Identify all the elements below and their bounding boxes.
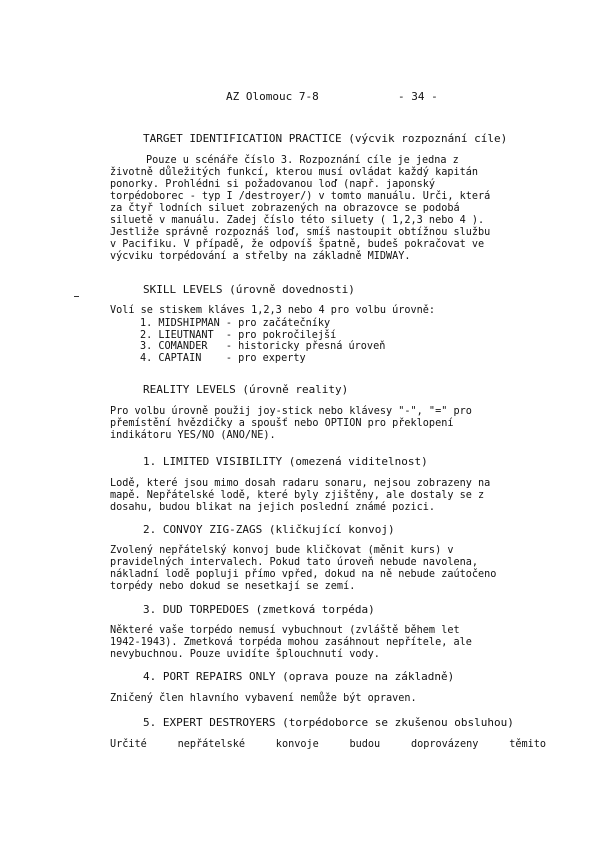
paragraph-line: mapě. Nepřátelské lodě, které byly zjištěny, ale dostaly se z (110, 490, 485, 501)
section-heading-expert-destroyers: 5. EXPERT DESTROYERS (torpédoborce se zkušenou obsluhou) (143, 716, 514, 729)
paragraph-line: v Pacifiku. V případě, že odpovíš špatně, budeš pokračovat ve (110, 239, 485, 250)
section-heading-convoy-zig-zags: 2. CONVOY ZIG-ZAGS (kličkující konvoj) (143, 523, 395, 536)
section-heading-dud-torpedoes: 3. DUD TORPEDOES (zmetková torpéda) (143, 603, 375, 616)
paragraph-line: ponorky. Prohlédni si požadovanou loď (např. japonský (110, 179, 436, 190)
paragraph-expert-destroyers (110, 739, 546, 751)
paragraph-line: Zvolený nepřátelský konvoj bude kličkovat (měnit kurs) v (110, 545, 454, 556)
section-heading-port-repairs-only: 4. PORT REPAIRS ONLY (oprava pouze na základně) (143, 670, 455, 683)
section-heading-reality-levels: REALITY LEVELS (úrovně reality) (143, 383, 349, 396)
paragraph-line: nákladní lodě popluji přímo vpřed, dokud na ně nebude zaútočeno (110, 569, 497, 580)
paragraph-limited-visibility (110, 478, 546, 514)
paragraph-line: za čtyř lodních siluet zobrazených na obrazovce se podobá (110, 203, 460, 214)
section-heading-limited-visibility: 1. LIMITED VISIBILITY (omezená viditelnost) (143, 455, 428, 468)
paragraph-line: siluetě v manuálu. Zadej číslo této siluety ( 1,2,3 nebo 4 ). (110, 215, 485, 226)
paragraph-dud-torpedoes (110, 625, 546, 661)
paragraph-line: Zničený člen hlavního vybavení nemůže být opraven. (110, 693, 417, 704)
paragraph-line: výcviku torpédování a střelby na základně MIDWAY. (110, 251, 411, 262)
list-item: 1. MIDSHIPMAN - pro začátečníky (140, 318, 331, 329)
paragraph-line: Pro volbu úrovně použij joy-stick nebo klávesy "-", "=" pro (110, 406, 472, 417)
skill-levels-list (140, 318, 385, 364)
section-heading-target-identification: TARGET IDENTIFICATION PRACTICE (výcvik rozpoznání cíle) (143, 132, 508, 145)
paragraph-convoy-zig-zags (110, 545, 546, 593)
list-item: 2. LIEUTNANT - pro pokročilejší (140, 329, 337, 341)
header-title: AZ Olomouc 7-8 (226, 90, 319, 103)
paragraph-line: torpédoborec - typ I /destroyer/) v tomto manuálu. Urči, která (110, 191, 491, 202)
paragraph-line: Jestliže správně rozpoznáš loď, smíš nastoupit obtížnou službu (110, 227, 491, 238)
page-number: - 34 - (398, 90, 438, 103)
paragraph-line: Některé vaše torpédo nemusí vybuchnout (zvláště během let (110, 625, 460, 636)
skill-levels-intro (110, 305, 546, 317)
paragraph-line: přemístění hvězdičky a spoušť nebo OPTION pro překlopení (110, 418, 454, 429)
paragraph-line: 1942-1943). Zmetková torpéda mohou zasáhnout nepřítele, ale (110, 637, 472, 648)
paragraph-line: Lodě, které jsou mimo dosah radaru sonaru, nejsou zobrazeny na (110, 478, 491, 489)
paragraph-line: pravidelných intervalech. Pokud tato úroveň nebude navolena, (110, 557, 479, 568)
paragraph-line: Určité nepřátelské konvoje budou doprovázeny těmito (110, 739, 546, 750)
paragraph-port-repairs-only (110, 693, 546, 705)
paragraph-line: Pouze u scénáře číslo 3. Rozpoznání cíle je jedna z (146, 155, 459, 166)
list-item: 4. CAPTAIN - pro experty (140, 352, 306, 364)
paragraph-line: indikátoru YES/NO (ANO/NE). (110, 430, 276, 441)
paragraph-target-identification (110, 155, 546, 263)
paragraph-reality-levels (110, 406, 546, 442)
section-heading-skill-levels: SKILL LEVELS (úrovně dovednosti) (143, 283, 355, 296)
paragraph-line: torpédy nebo dokud se nesetkají se zemí. (110, 581, 356, 592)
paragraph-line: Volí se stiskem kláves 1,2,3 nebo 4 pro volbu úrovně: (110, 305, 436, 316)
paragraph-line: životně důležitých funkcí, kterou musí ovládat každý kapitán (110, 167, 479, 178)
margin-mark (74, 296, 79, 297)
list-item: 3. COMANDER - historicky přesná úroveň (140, 341, 386, 352)
paragraph-line: dosahu, budou blikat na jejich poslední známé pozici. (110, 502, 436, 513)
paragraph-line: nevybuchnou. Pouze uvidíte šplouchnutí vody. (110, 649, 380, 660)
